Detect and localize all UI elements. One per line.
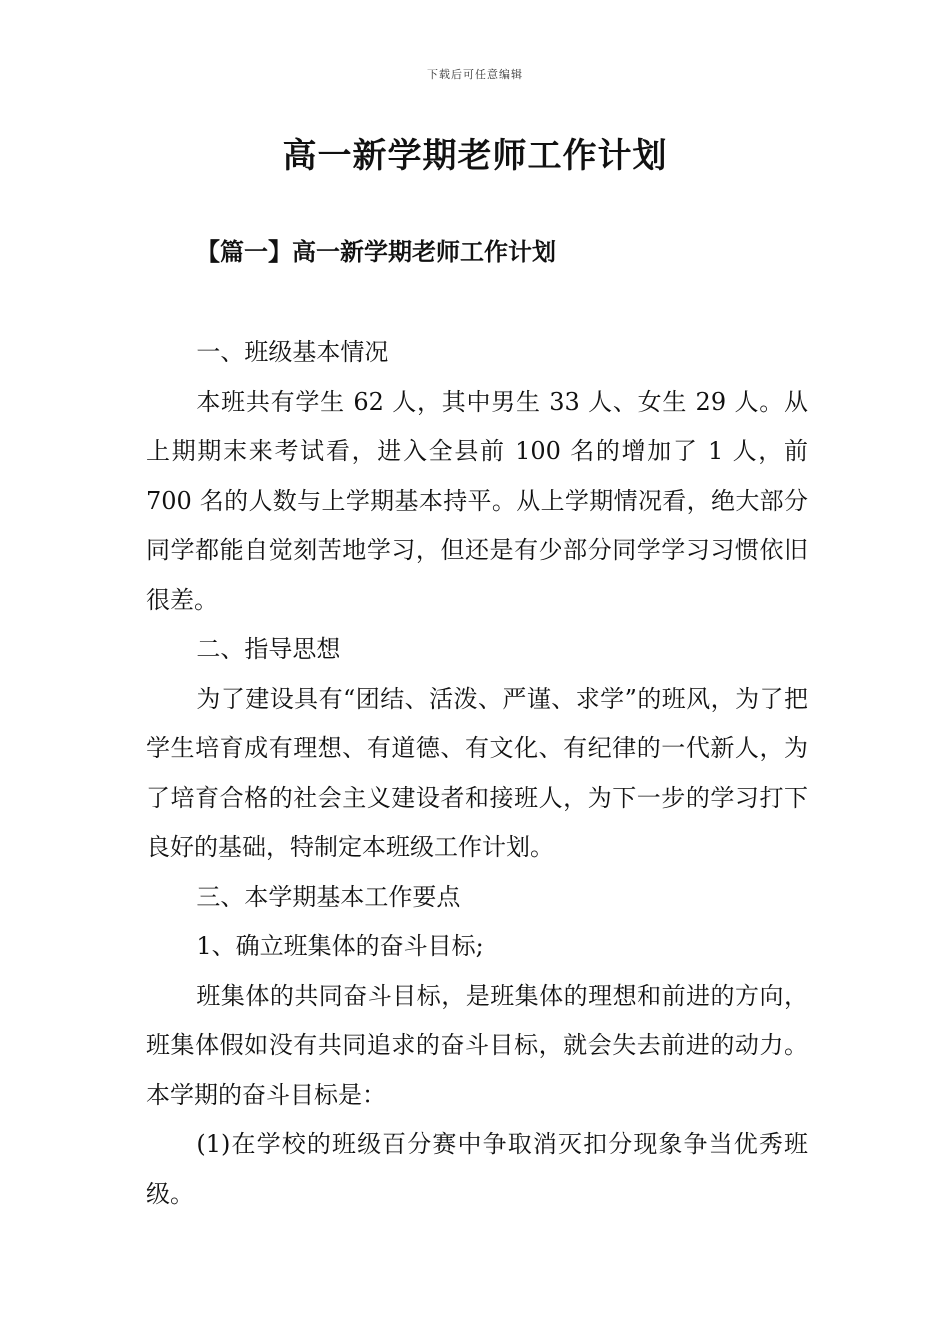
section-title: 【篇一】高一新学期老师工作计划 [196,237,556,266]
heading-work-points: 三、本学期基本工作要点 [196,882,461,911]
heading-guiding-thought: 二、指导思想 [196,635,341,663]
heading-class-situation: 一、班级基本情况 [196,338,389,366]
document-title: 高一新学期老师工作计划 [282,136,668,176]
item-goal-1: (1)在学校的班级百分赛中争取消灭扣分现象争当优秀班级。 [146,1130,808,1208]
paragraph-guiding-thought: 为了建设具有“团结、活泼、严谨、求学”的班风，为了把学生培育成有理想、有道德、有文化、有纪律的一代新人，为了培育合格的社会主义建设者和接班人，为下一步的学习打下良好的基础，特制定本班级工作计划。 [146,684,808,861]
item-establish-goal: 1、确立班集体的奋斗目标; [196,932,484,960]
document-body [146,328,808,1219]
paragraph-goal-description: 班集体的共同奋斗目标，是班集体的理想和前进的方向，班集体假如没有共同追求的奋斗目标，就会失去前进的动力。本学期的奋斗目标是： [146,981,808,1109]
paragraph-class-situation: 本班共有学生 62 人，其中男生 33 人、女生 29 人。从上期期末来考试看，进入全县前 100 名的增加了 1 人，前 700 名的人数与上学期基本持平。从上学期情况看，绝大部分同学都能自觉刻苦地学习，但还是有少部分同学学习习惯依旧很差。 [146,387,808,614]
header-note: 下载后可任意编辑 [427,68,523,81]
